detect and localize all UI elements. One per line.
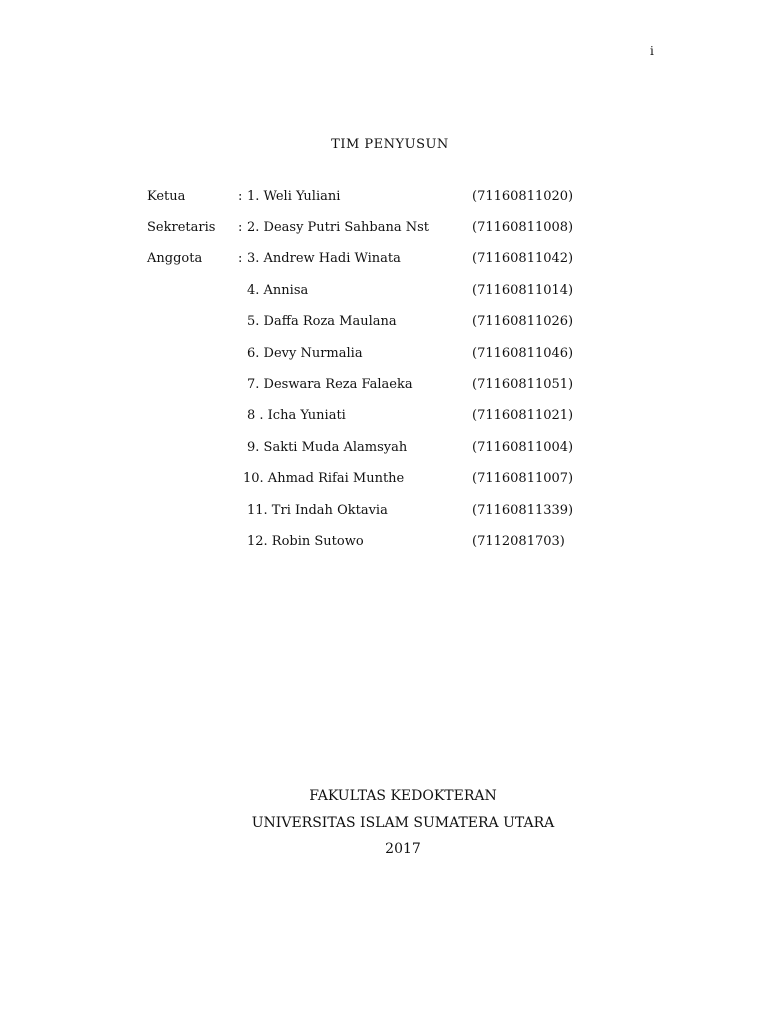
member-id: (71160811042): [472, 251, 574, 266]
member-id: (71160811004): [472, 440, 574, 455]
member-row: [0, 408, 768, 428]
member-row: [0, 314, 768, 334]
member-name: 7. Deswara Reza Falaeka: [247, 377, 413, 392]
member-id: (71160811026): [472, 314, 574, 329]
member-name: 12. Robin Sutowo: [247, 534, 364, 549]
member-name: 5. Daffa Roza Maulana: [247, 314, 397, 329]
member-id: (71160811020): [472, 189, 574, 204]
member-id: (71160811339): [472, 503, 574, 518]
member-name: 4. Annisa: [247, 283, 309, 298]
faculty-name: FAKULTAS KEDOKTERAN: [309, 788, 497, 804]
member-row: [0, 251, 768, 271]
member-id: (71160811008): [472, 220, 574, 235]
member-name: 9. Sakti Muda Alamsyah: [247, 440, 408, 455]
member-name: 6. Devy Nurmalia: [247, 346, 363, 361]
page-title: TIM PENYUSUN: [331, 137, 449, 152]
separator: :: [238, 189, 243, 204]
separator: :: [238, 251, 243, 266]
member-id: (71160811051): [472, 377, 574, 392]
member-name: 2. Deasy Putri Sahbana Nst: [247, 220, 430, 235]
member-id: (7112081703): [472, 534, 565, 549]
page-number: i: [650, 44, 654, 58]
member-row: [0, 220, 768, 240]
member-row: [0, 346, 768, 366]
member-id: (71160811014): [472, 283, 574, 298]
member-row: [0, 283, 768, 303]
member-name: 11. Tri Indah Oktavia: [247, 503, 388, 518]
member-id: (71160811007): [472, 471, 574, 486]
member-row: [0, 503, 768, 523]
role-label: Sekretaris: [147, 220, 216, 235]
member-name: 10. Ahmad Rifai Munthe: [243, 471, 405, 486]
member-id: (71160811021): [472, 408, 574, 423]
member-id: (71160811046): [472, 346, 574, 361]
university-name: UNIVERSITAS ISLAM SUMATERA UTARA: [251, 815, 555, 831]
separator: :: [238, 220, 243, 235]
member-name: 1. Weli Yuliani: [247, 189, 341, 204]
year: 2017: [385, 841, 421, 857]
member-row: [0, 189, 768, 209]
member-name: 8 . Icha Yuniati: [247, 408, 346, 423]
role-label: Anggota: [147, 251, 203, 266]
role-label: Ketua: [147, 189, 186, 204]
member-row: [0, 471, 768, 491]
member-row: [0, 377, 768, 397]
member-row: [0, 440, 768, 460]
member-row: [0, 534, 768, 554]
member-name: 3. Andrew Hadi Winata: [247, 251, 401, 266]
